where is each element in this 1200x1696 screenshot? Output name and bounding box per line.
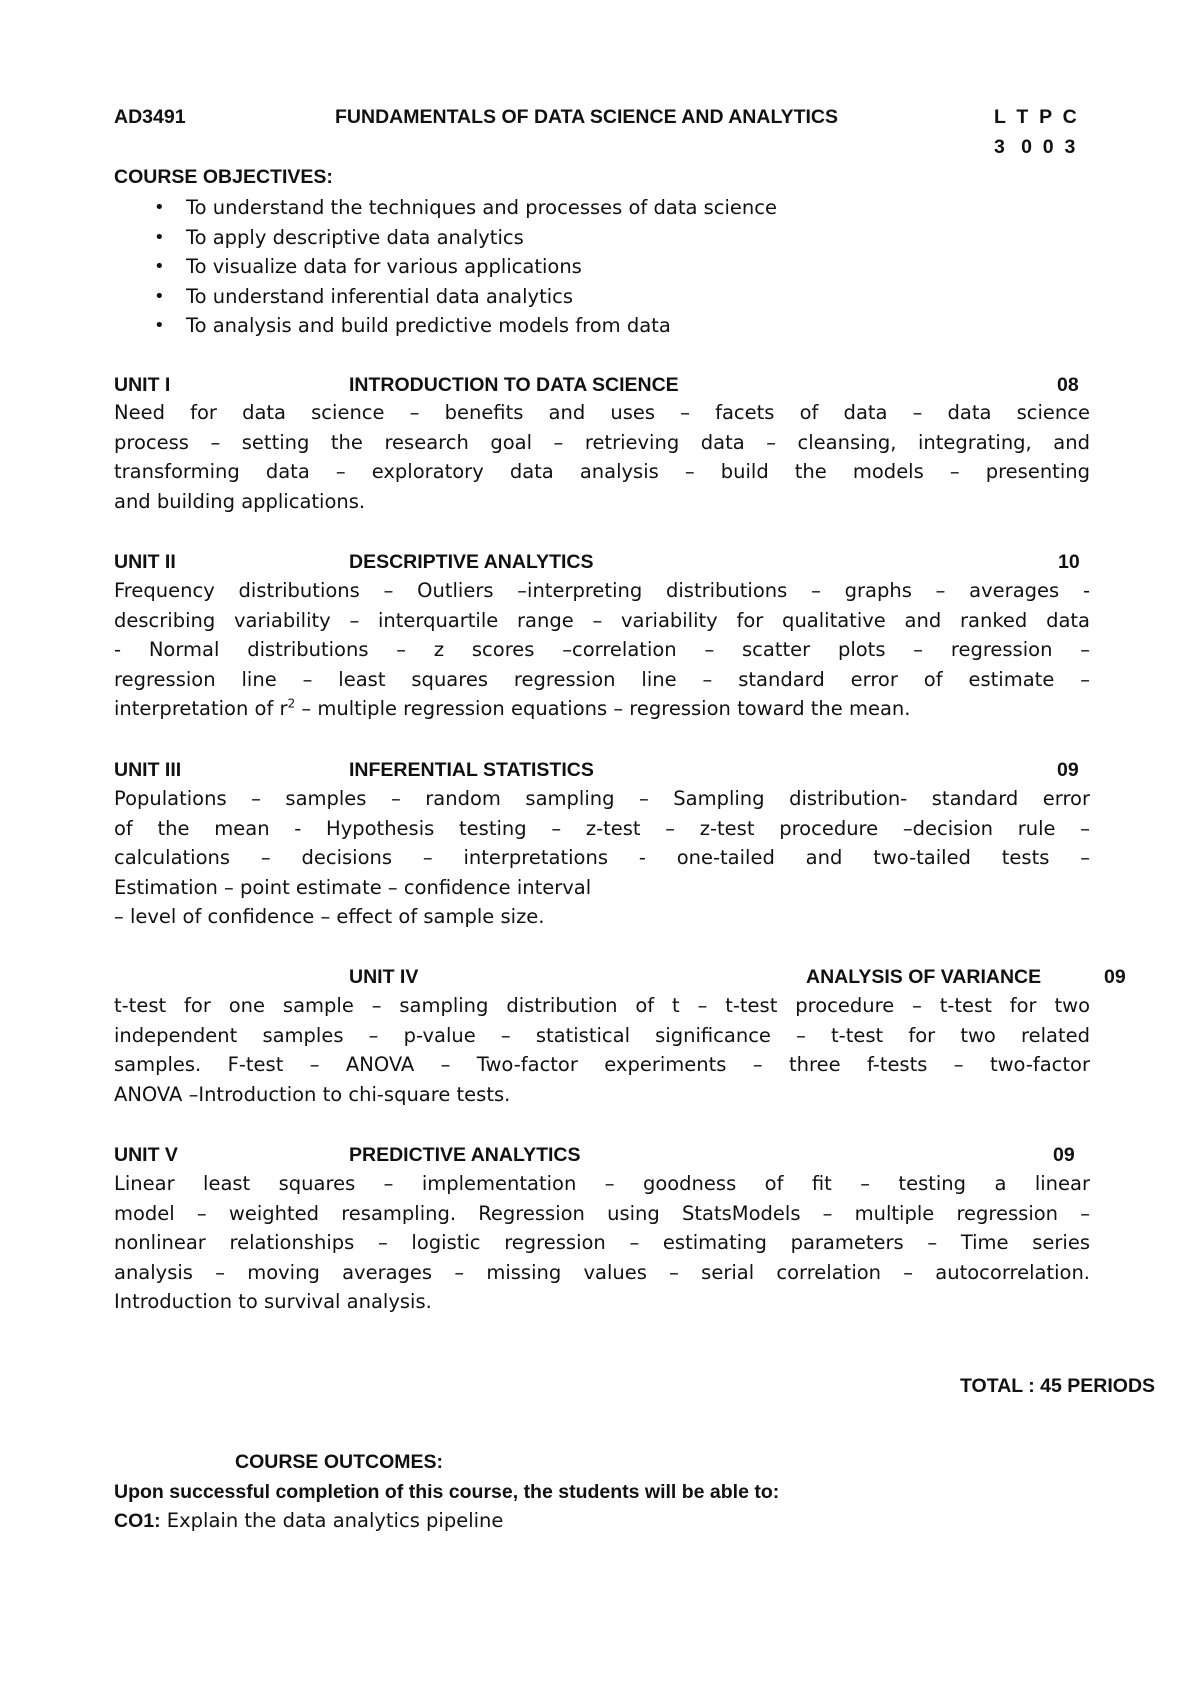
ltpc-values: 3 0 0 3 [994, 136, 1076, 158]
unit-2-label: UNIT II [114, 551, 176, 573]
outcome-text: Explain the data analytics pipeline [160, 1509, 504, 1532]
unit-5-content [114, 1169, 1090, 1317]
unit-4-content [114, 991, 1090, 1109]
unit-1-label: UNIT I [114, 374, 171, 396]
unit-1-title: INTRODUCTION TO DATA SCIENCE [349, 374, 679, 396]
content-line: independent samples – p-value – statistical significance – t-test for two related [114, 1023, 1090, 1047]
total-periods: TOTAL : 45 PERIODS [960, 1375, 1156, 1397]
content-line: Need for data science – benefits and uses – facets of data – data science [114, 401, 1090, 424]
objectives-heading: COURSE OBJECTIVES: [114, 166, 333, 188]
unit-1-content [114, 398, 1090, 516]
bullet-icon: • [154, 226, 165, 248]
outcome-item [114, 1509, 503, 1533]
content-line: interpretation of $r^2$ – multiple regression equations – regression toward the mean. [114, 696, 911, 721]
unit-3-hours: 09 [1057, 759, 1079, 781]
content-line: Estimation – point estimate – confidence interval [114, 875, 592, 899]
outcomes-intro: Upon successful completion of this course, the students will be able to: [114, 1481, 780, 1503]
unit-3-content [114, 784, 1090, 932]
unit-3-title: INFERENTIAL STATISTICS [349, 759, 594, 781]
content-line: regression line – least squares regression line – standard error of estimate – [114, 667, 1090, 691]
content-line: - Normal distributions – z scores –correlation – scatter plots – regression – [114, 638, 1090, 662]
bullet-icon: • [154, 315, 165, 336]
unit-4-label: UNIT IV [349, 966, 419, 988]
content-line: process – setting the research goal – retrieving data – cleansing, integrating, and [114, 430, 1090, 454]
list-item: • To apply descriptive data analytics [114, 223, 777, 253]
unit-5-hours: 09 [1053, 1144, 1075, 1166]
content-line: describing variability – interquartile range – variability for qualitative and ranked data [114, 608, 1090, 632]
unit-2-hours: 10 [1058, 551, 1080, 573]
content-line: of the mean - Hypothesis testing – z-test – z-test procedure –decision rule – [114, 816, 1090, 840]
content-line: model – weighted resampling. Regression using StatsModels – multiple regression – [114, 1201, 1090, 1225]
content-line: Populations – samples – random sampling – Sampling distribution- standard error [114, 787, 1090, 810]
ltpc-labels: L T P C [994, 106, 1077, 128]
unit-3-label: UNIT III [114, 759, 182, 781]
content-line: nonlinear relationships – logistic regression – estimating parameters – Time series [114, 1231, 1090, 1255]
bullet-icon: • [154, 285, 165, 307]
unit-1-hours: 08 [1057, 374, 1079, 396]
outcomes-heading: COURSE OUTCOMES: [235, 1451, 444, 1473]
unit-2-title: DESCRIPTIVE ANALYTICS [349, 551, 594, 573]
content-line: samples. F-test – ANOVA – Two-factor experiments – three f-tests – two-factor [114, 1053, 1090, 1077]
content-line: calculations – decisions – interpretations - one-tailed and two-tailed tests – [114, 846, 1090, 870]
list-item: • To analysis and build predictive models from data [114, 311, 777, 341]
course-title: FUNDAMENTALS OF DATA SCIENCE AND ANALYTICS [335, 106, 839, 128]
outcome-label: CO1: [114, 1510, 161, 1532]
list-item: • To visualize data for various applications [114, 252, 777, 282]
objectives-list [114, 193, 777, 341]
content-line: and building applications. [114, 489, 366, 513]
list-item: • To understand inferential data analytics [114, 282, 777, 312]
content-line: – level of confidence – effect of sample size. [114, 905, 545, 929]
unit-4-hours: 09 [1104, 966, 1126, 988]
unit-2-content [114, 576, 1090, 724]
content-line: ANOVA –Introduction to chi-square tests. [114, 1082, 511, 1106]
content-line: transforming data – exploratory data analysis – build the models – presenting [114, 460, 1090, 484]
content-line: Frequency distributions – Outliers –interpreting distributions – graphs – averages - [114, 579, 1090, 602]
bullet-icon: • [154, 256, 165, 277]
unit-4-title: ANALYSIS OF VARIANCE [806, 966, 1042, 988]
bullet-icon: • [154, 197, 165, 218]
content-line: Linear least squares – implementation – goodness of fit – testing a linear [114, 1172, 1090, 1195]
content-line: analysis – moving averages – missing values – serial correlation – autocorrelation. [114, 1260, 1090, 1284]
content-line: Introduction to survival analysis. [114, 1290, 432, 1314]
unit-5-title: PREDICTIVE ANALYTICS [349, 1144, 581, 1166]
content-line: t-test for one sample – sampling distribution of t – t-test procedure – t-test for two [114, 994, 1090, 1017]
course-code: AD3491 [114, 106, 186, 128]
unit-5-label: UNIT V [114, 1144, 178, 1166]
list-item: • To understand the techniques and processes of data science [114, 193, 777, 223]
